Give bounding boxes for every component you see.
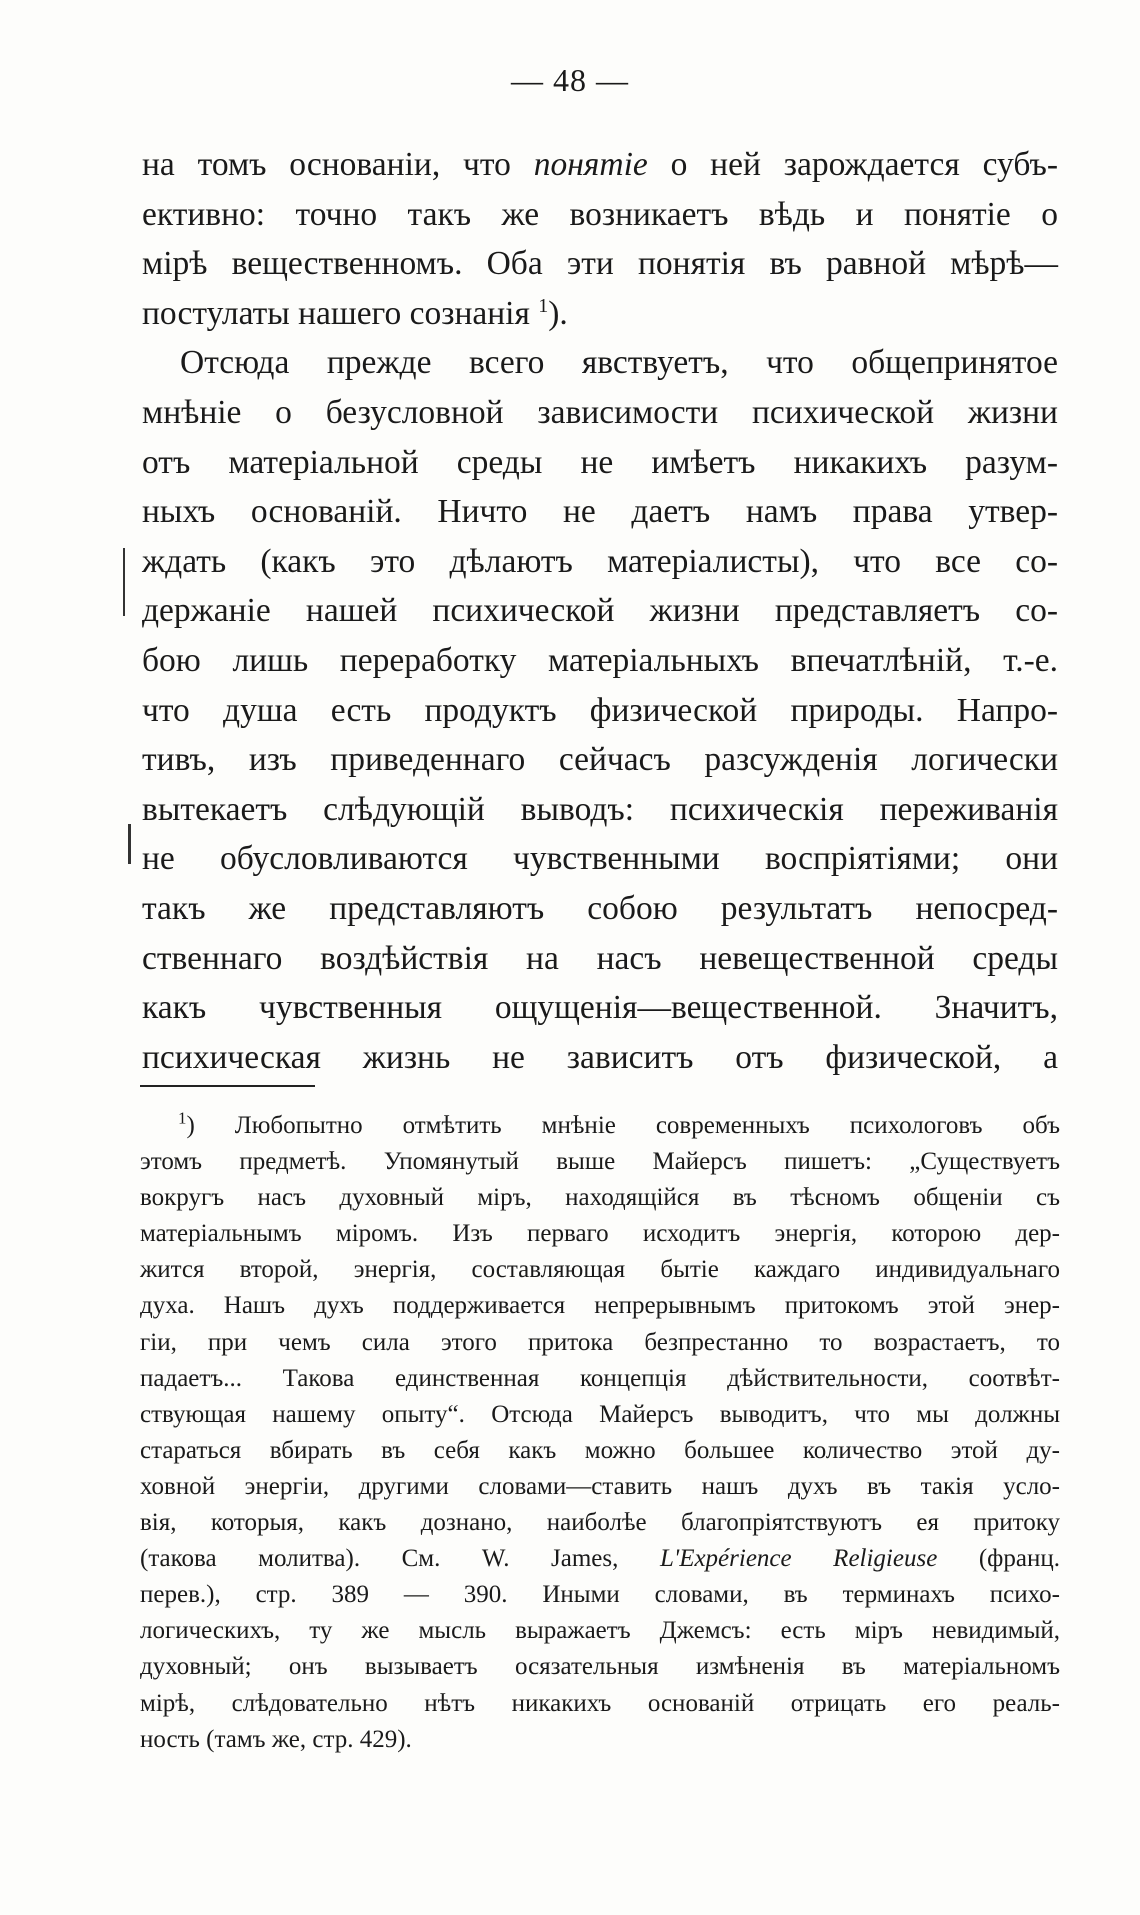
footnote-line: [140, 1397, 1060, 1433]
text-run: ствующая нашему опыту“. Отсюда Майерсъ выводитъ, что мы должны: [140, 1400, 1060, 1428]
text-line: [142, 636, 1058, 686]
text-run: этомъ предметѣ. Упомянутый выше Майерсъ пишетъ: „Существуетъ: [140, 1148, 1060, 1176]
footnote-reference: 1: [178, 1108, 187, 1128]
text-run: (франц.: [937, 1545, 1060, 1573]
footnote-line: [140, 1433, 1060, 1469]
footnote-line: [140, 1108, 1060, 1144]
text-line: [142, 586, 1058, 636]
text-line: [142, 289, 1058, 339]
text-run: психическая жизнь не зависитъ отъ физической, а: [142, 1038, 1058, 1076]
text-run: L'Expérience Religieuse: [659, 1545, 938, 1573]
text-run: о ней зарождается субъ-: [647, 146, 1059, 183]
text-run: перев.), стр. 389 — 390. Иными словами, въ терминахъ психо-: [140, 1581, 1060, 1609]
text-run: логическихъ, ту же мысль выражаетъ Джемсъ: есть міръ невидимый,: [140, 1617, 1060, 1645]
text-run: гіи, при чемъ сила этого притока безпрестанно то возрастаетъ, то: [140, 1328, 1060, 1356]
text-run: ственнаго воздѣйствія на насъ невещественной среды: [142, 939, 1058, 977]
margin-pencil-mark: [128, 824, 131, 864]
text-run: держаніе нашей психической жизни представляетъ со-: [142, 592, 1058, 630]
text-run: вія, которыя, какъ дознано, наиболѣе благопріятствуютъ ея притоку: [140, 1509, 1060, 1537]
text-run: на томъ основаніи, что: [142, 146, 534, 183]
text-run: духовный; онъ вызываетъ осязательныя измѣненія въ матеріальномъ: [140, 1653, 1060, 1681]
text-line: [142, 934, 1058, 984]
text-line: [142, 735, 1058, 785]
footnote-line: [140, 1288, 1060, 1324]
text-run: ждать (какъ это дѣлаютъ матеріалисты), что все со-: [142, 542, 1058, 580]
text-line: [142, 487, 1058, 537]
text-run: тивъ, изъ приведеннаго сейчасъ разсужденія логически: [142, 741, 1058, 779]
footnote-divider: [140, 1085, 315, 1087]
footnote-line: [140, 1252, 1060, 1288]
footnote-line: [140, 1505, 1060, 1541]
footnote-line: [140, 1686, 1060, 1722]
text-run: жится второй, энергія, составляющая бытіе каждаго индивидуальнаго: [140, 1256, 1060, 1284]
main-text: [142, 140, 1058, 1082]
text-run: ность (тамъ же, стр. 429).: [140, 1725, 412, 1753]
margin-pencil-mark: [123, 548, 125, 616]
footnote-line: [140, 1613, 1060, 1649]
page-number: — 48 —: [511, 62, 629, 98]
footnote-line: [140, 1180, 1060, 1216]
text-run: мірѣ вещественномъ. Оба эти понятія въ равной мѣрѣ—: [142, 245, 1058, 283]
text-run: такъ же представляютъ собою результатъ непосред-: [142, 889, 1058, 927]
text-run: вытекаетъ слѣдующій выводъ: психическія переживанія: [142, 790, 1058, 828]
text-run: ективно: точно такъ же возникаетъ вѣдь и понятіе о: [142, 195, 1058, 233]
text-run: Отсюда прежде всего явствуетъ, что общепринятое: [180, 344, 1058, 382]
text-run: не обусловливаются чувственными воспріятіями; они: [142, 840, 1058, 878]
text-run: ховной энергіи, другими словами—ставить нашъ духъ въ такія усло-: [140, 1472, 1060, 1500]
text-line: [142, 1033, 1058, 1083]
footnote-line: [140, 1577, 1060, 1613]
text-run: мірѣ, слѣдовательно нѣтъ никакихъ основаній отрицать его реаль-: [140, 1689, 1060, 1717]
text-line: [142, 438, 1058, 488]
text-line: [142, 537, 1058, 587]
footnote-line: [140, 1722, 1060, 1758]
text-run: вокругъ насъ духовный міръ, находящійся въ тѣсномъ общеніи съ: [140, 1184, 1060, 1212]
text-run: матеріальнымъ міромъ. Изъ перваго исходитъ энергія, которою дер-: [140, 1220, 1060, 1248]
text-run: падаетъ... Такова единственная концепція дѣйствительности, соотвѣт-: [140, 1364, 1060, 1392]
text-run: понятіе: [533, 146, 648, 183]
text-run: что душа есть продуктъ физической природы. Напро-: [142, 691, 1058, 729]
text-run: какъ чувственныя ощущенія—вещественной. Значитъ,: [142, 989, 1058, 1027]
text-run: мнѣніе о безусловной зависимости психической жизни: [142, 393, 1058, 431]
text-line: [142, 388, 1058, 438]
text-line: [142, 884, 1058, 934]
footnote-line: [140, 1469, 1060, 1505]
text-line: [142, 785, 1058, 835]
text-line: [142, 983, 1058, 1033]
text-run: ).: [548, 294, 568, 332]
footnote-line: [140, 1361, 1060, 1397]
text-run: ныхъ основаній. Ничто не даетъ намъ права утвер-: [142, 493, 1058, 531]
footnote-line: [140, 1325, 1060, 1361]
footnote-line: [140, 1144, 1060, 1180]
footnote-line: [140, 1541, 1060, 1577]
text-line: [142, 190, 1058, 240]
text-run: отъ матеріальной среды не имѣетъ никакихъ разум-: [142, 443, 1058, 481]
text-run: постулаты нашего сознанія: [142, 294, 539, 332]
text-run: ) Любопытно отмѣтить мнѣніе современныхъ психологовъ объ: [186, 1112, 1060, 1139]
footnotes: [140, 1108, 1060, 1758]
footnote-reference: 1: [538, 294, 549, 317]
text-line: [142, 239, 1058, 289]
text-run: бою лишь переработку матеріальныхъ впечатлѣній, т.-е.: [142, 641, 1058, 679]
text-run: духа. Нашъ духъ поддерживается непрерывнымъ притокомъ этой энер-: [140, 1292, 1060, 1320]
text-run: (такова молитва). См. W. James,: [140, 1545, 660, 1573]
text-line: [142, 686, 1058, 736]
text-line: [142, 834, 1058, 884]
text-line: [142, 338, 1058, 388]
text-line: [142, 140, 1058, 190]
footnote-line: [140, 1216, 1060, 1252]
text-run: стараться вбирать въ себя какъ можно большее количество этой ду-: [140, 1436, 1060, 1464]
footnote-line: [140, 1649, 1060, 1685]
